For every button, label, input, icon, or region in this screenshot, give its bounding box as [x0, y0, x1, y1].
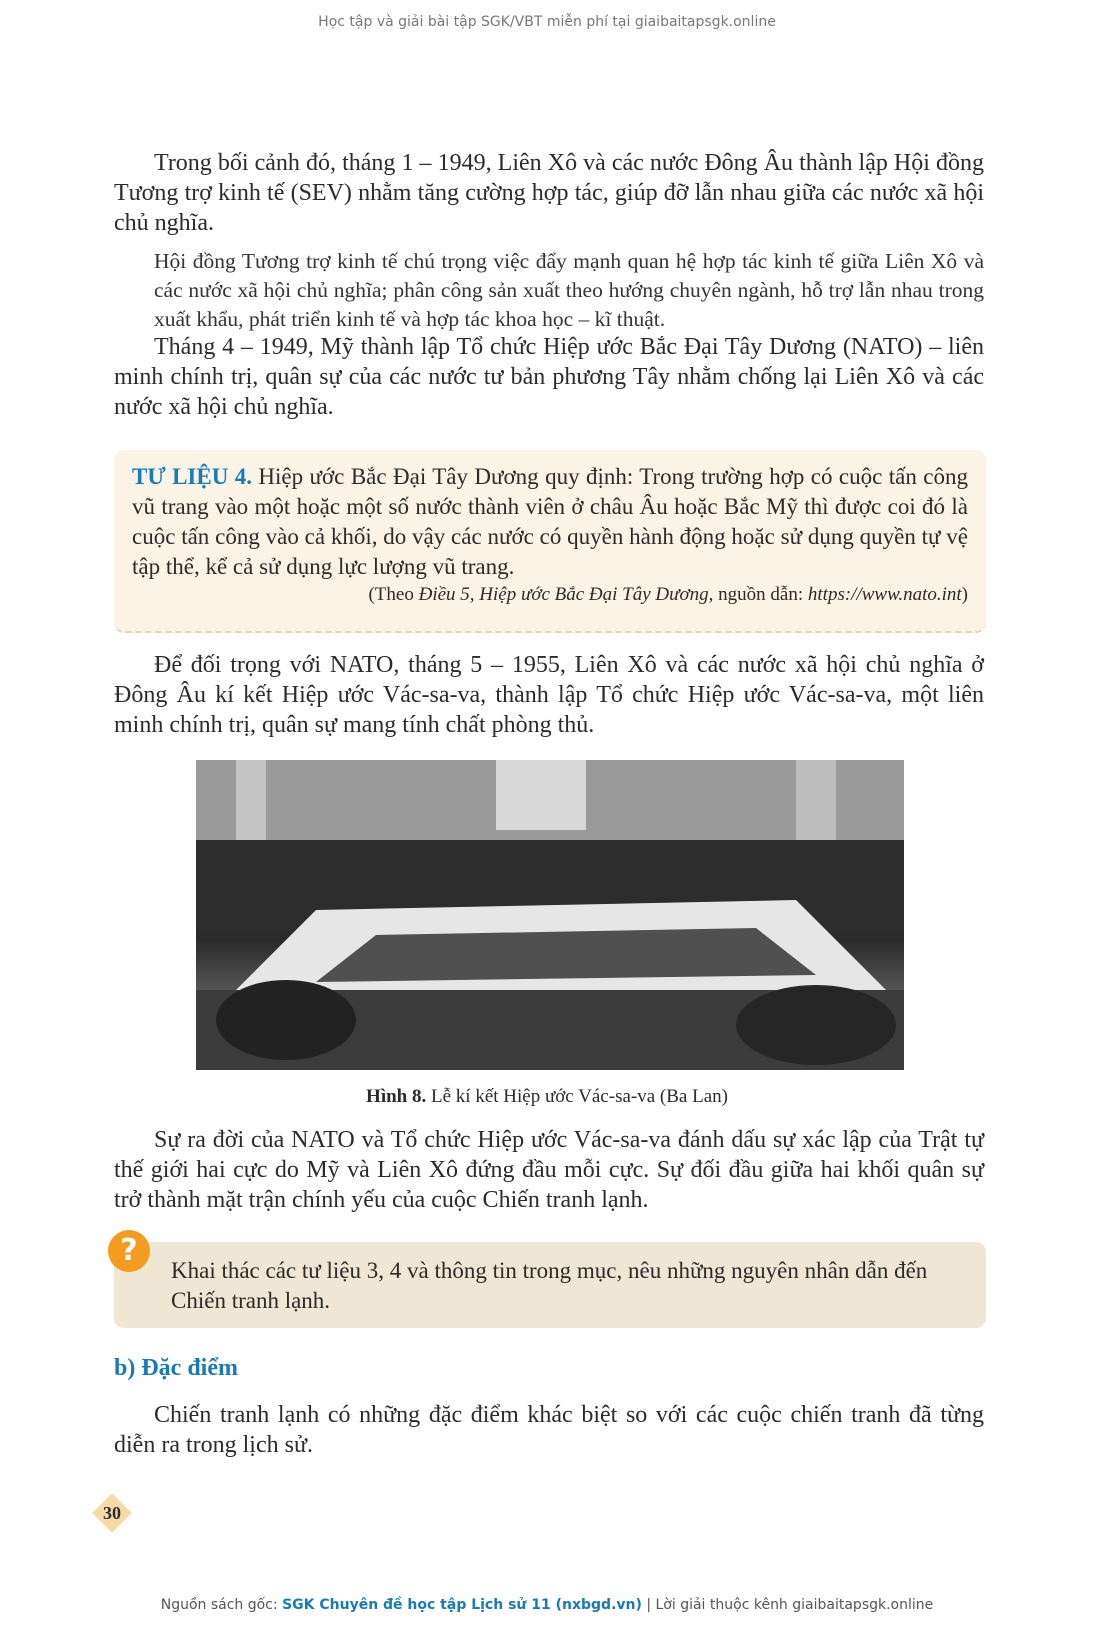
paragraph-text: Trong bối cảnh đó, tháng 1 – 1949, Liên Xô và các nước Đông Âu thành lập Hội đồng Tương trợ kinh tế (SEV) nhằm tăng cường hợp tác, giúp đỡ lẫn nhau giữa các nước xã hội chủ nghĩa.	[114, 150, 984, 236]
footer-note	[0, 1597, 1094, 1613]
citation-mid: , nguồn dẫn:	[708, 584, 808, 605]
footer-suffix: | Lời giải thuộc kênh giaibaitapsgk.online	[641, 1597, 934, 1613]
paragraph-bipolar	[114, 1125, 984, 1215]
page-number	[92, 1493, 132, 1533]
paragraph-sev-detail	[114, 247, 984, 334]
paragraph-text: Tháng 4 – 1949, Mỹ thành lập Tổ chức Hiệp ước Bắc Đại Tây Dương (NATO) – liên minh chính trị, quân sự của các nước tư bản phương Tây nhằm chống lại Liên Xô và các nước xã hội chủ nghĩa.	[114, 334, 984, 420]
citation-open: (Theo	[368, 584, 419, 605]
document-title: TƯ LIỆU 4.	[132, 464, 252, 489]
paragraph-text: Sự ra đời của NATO và Tổ chức Hiệp ước Vác-sa-va đánh dấu sự xác lập của Trật tự thế giới hai cực do Mỹ và Liên Xô đứng đầu mỗi cực. Sự đối đầu giữa hai khối quân sự trở thành mặt trận chính yếu của cuộc Chiến tranh lạnh.	[114, 1127, 984, 1213]
citation-source: Điều 5, Hiệp ước Bắc Đại Tây Dương	[418, 584, 709, 605]
paragraph-text: Hội đồng Tương trợ kinh tế chú trọng việc đẩy mạnh quan hệ hợp tác kinh tế giữa Liên Xô và các nước xã hội chủ nghĩa; phân công sản xuất theo hướng chuyên ngành, hỗ trợ lẫn nhau trong xuất khẩu, phát triển kinh tế và hợp tác khoa học – kĩ thuật.	[154, 249, 984, 331]
document-text	[132, 462, 968, 582]
figure-label: Hình 8.	[366, 1086, 427, 1107]
figure-caption-text: Lễ kí kết Hiệp ước Vác-sa-va (Ba Lan)	[426, 1086, 728, 1107]
paragraph-nato	[114, 332, 984, 422]
page-number-text: 30	[103, 1503, 121, 1523]
photo-illustration	[196, 760, 904, 1070]
paragraph-sev	[114, 148, 984, 238]
paragraph-text: Để đối trọng với NATO, tháng 5 – 1955, Liên Xô và các nước xã hội chủ nghĩa ở Đông Âu kí kết Hiệp ước Vác-sa-va, thành lập Tổ chức Hiệp ước Vác-sa-va, một liên minh chính trị, quân sự mang tính chất phòng thủ.	[114, 652, 984, 738]
photo-warsaw-pact-signing	[196, 760, 904, 1070]
header-note: Học tập và giải bài tập SGK/VBT miễn phí tại giaibaitapsgk.online	[318, 14, 776, 30]
citation-url: https://www.nato.int	[807, 584, 962, 605]
document-citation	[132, 584, 968, 606]
paragraph-warsaw	[114, 650, 984, 740]
paragraph-text: Chiến tranh lạnh có những đặc điểm khác biệt so với các cuộc chiến tranh đã từng diễn ra trong lịch sử.	[114, 1402, 984, 1458]
document-box	[114, 450, 986, 633]
section-heading: b) Đặc điểm	[114, 1355, 238, 1381]
footer-source-link[interactable]: SGK Chuyên đề học tập Lịch sử 11 (nxbgd.vn)	[282, 1597, 642, 1613]
question-text: Khai thác các tư liệu 3, 4 và thông tin trong mục, nêu những nguyên nhân dẫn đến Chiến tranh lạnh.	[171, 1258, 928, 1313]
citation-close: )	[961, 584, 968, 605]
paragraph-features	[114, 1400, 984, 1460]
figure-caption	[0, 1086, 1094, 1108]
question-icon: ?	[108, 1230, 150, 1272]
document-body: Hiệp ước Bắc Đại Tây Dương quy định: Trong trường hợp có cuộc tấn công vũ trang vào một hoặc một số nước thành viên ở châu Âu hoặc Bắc Mỹ thì được coi đó là cuộc tấn công vào cả khối, do vậy các nước có quyền hành động hoặc sử dụng quyền tự vệ tập thể, kể cả sử dụng lực lượng vũ trang.	[132, 464, 968, 579]
footer-prefix: Nguồn sách gốc:	[160, 1597, 283, 1613]
question-box	[114, 1233, 986, 1328]
